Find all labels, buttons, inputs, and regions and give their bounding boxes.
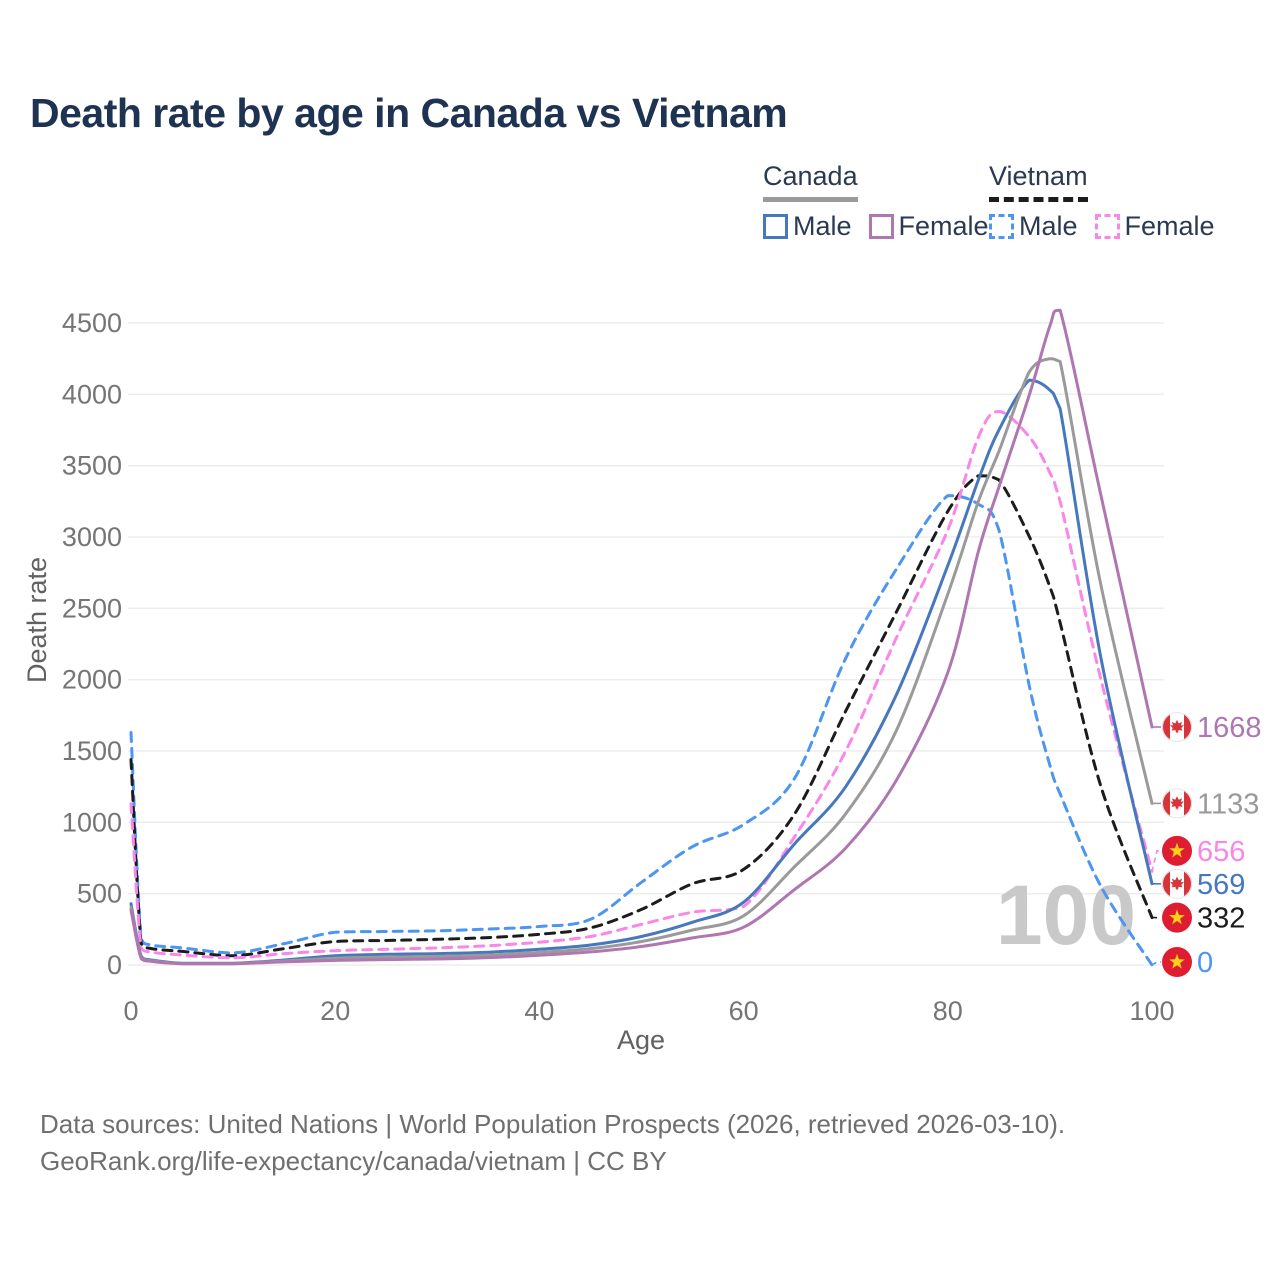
age-indicator-watermark: 100: [995, 868, 1137, 962]
legend-vietnam-items: [989, 211, 1215, 242]
legend-vietnam-female-label: Female: [1124, 211, 1215, 241]
page-title: Death rate by age in Canada vs Vietnam: [30, 90, 788, 136]
legend-vietnam-male-label: Male: [1019, 211, 1078, 241]
y-tick-label: 3000: [61, 522, 122, 552]
x-tick-label: 60: [728, 996, 759, 1026]
canada-flag-icon: [1162, 788, 1192, 818]
legend-group-vietnam: [989, 161, 1215, 242]
y-tick-label: 3500: [61, 450, 122, 481]
end-value-vietnam: 332: [1197, 902, 1246, 935]
end-label-connector-vietnam-female: [1152, 851, 1161, 872]
y-tick-label: 2000: [61, 664, 122, 695]
legend-group-canada: [763, 161, 989, 242]
canada-female-swatch-icon: [869, 214, 894, 239]
y-tick-label: 4500: [61, 308, 122, 338]
end-value-vietnam-male: 0: [1197, 947, 1214, 979]
canada-flag-icon: [1162, 712, 1192, 742]
legend-canada-items: [763, 211, 989, 242]
canada-male-swatch-icon: [763, 214, 788, 239]
x-tick-label: 0: [123, 996, 139, 1026]
x-axis-title: Age: [616, 1025, 666, 1055]
y-tick-label: 1000: [61, 807, 122, 838]
y-axis-title: Death rate: [22, 556, 52, 684]
legend-vietnam-title: Vietnam: [989, 161, 1088, 202]
end-label-canada: [1162, 788, 1259, 820]
y-tick-label: 1500: [61, 736, 122, 766]
vietnam-female-swatch-icon: [1095, 214, 1120, 239]
end-label-vietnam-female: [1162, 836, 1245, 868]
footer: [40, 1106, 1065, 1180]
legend-item-canada-female[interactable]: [869, 211, 989, 242]
vietnam-flag-icon: [1162, 903, 1192, 933]
vietnam-male-swatch-icon: [989, 214, 1014, 239]
end-label-vietnam-male: [1162, 947, 1213, 979]
legend-canada-male-label: Male: [793, 211, 852, 241]
y-tick-label: 4000: [61, 379, 122, 410]
end-value-vietnam-female: 656: [1197, 835, 1246, 868]
y-tick-label: 0: [106, 950, 122, 980]
canada-flag-icon: [1162, 869, 1192, 899]
x-tick-label: 40: [524, 996, 555, 1026]
end-label-vietnam: [1162, 903, 1245, 935]
end-value-canada-male: 569: [1197, 868, 1246, 901]
footer-attribution: GeoRank.org/life-expectancy/canada/vietnam | CC BY: [40, 1146, 667, 1176]
x-tick-label: 20: [320, 996, 351, 1026]
footer-data-sources: Data sources: United Nations | World Population Prospects (2026, retrieved 2026-03-10).: [40, 1109, 1066, 1139]
series-line-canada-female: [131, 310, 1152, 964]
end-label-canada-female: [1162, 712, 1262, 744]
end-value-canada: 1133: [1197, 788, 1260, 821]
legend-item-vietnam-female[interactable]: [1095, 211, 1215, 242]
x-tick-label: 80: [932, 996, 963, 1026]
legend-canada-female-label: Female: [898, 211, 989, 241]
end-label-canada-male: [1162, 869, 1245, 901]
y-tick-label: 2500: [61, 593, 122, 624]
y-tick-label: 500: [76, 878, 122, 909]
end-value-canada-female: 1668: [1197, 712, 1262, 745]
vietnam-flag-icon: [1162, 836, 1192, 866]
legend-item-canada-male[interactable]: [763, 211, 852, 242]
legend-item-vietnam-male[interactable]: [989, 211, 1078, 242]
x-tick-label: 100: [1129, 996, 1175, 1026]
legend-canada-title: Canada: [763, 161, 858, 202]
vietnam-flag-icon: [1162, 947, 1192, 977]
